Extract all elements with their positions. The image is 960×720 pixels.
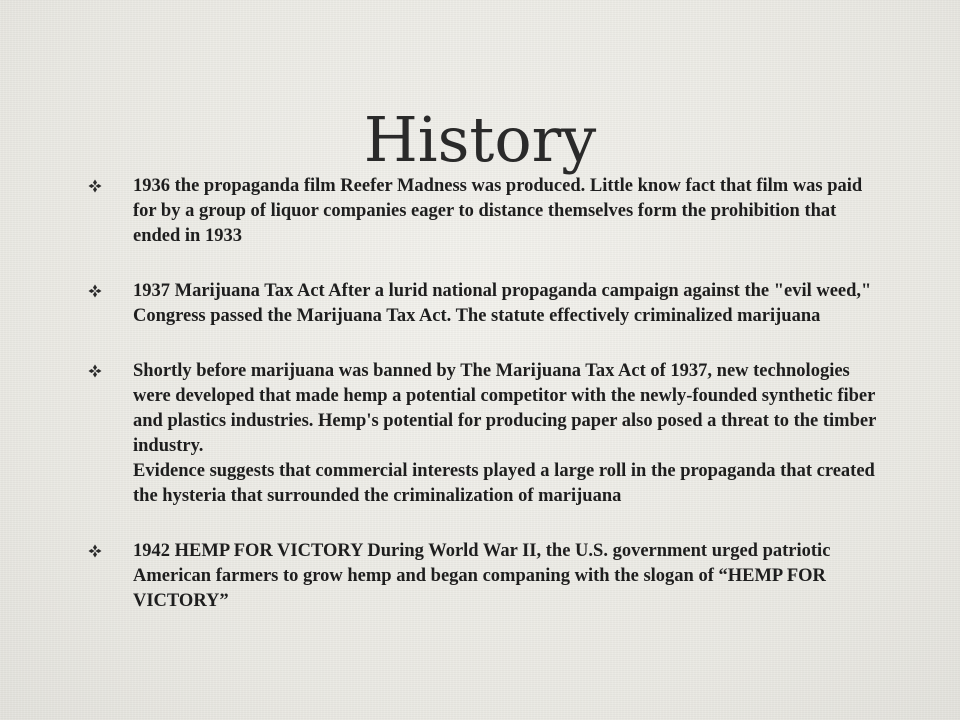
four-diamond-bullet-icon	[88, 284, 102, 298]
bullet-text: Shortly before marijuana was banned by The Marijuana Tax Act of 1937, new technologies were developed that made hemp a potential competitor with the newly-founded synthetic fiber and plastics industries. Hemp's potential for producing paper also posed a threat to the timber industry.	[133, 361, 876, 456]
bullet-item	[88, 359, 888, 509]
four-diamond-bullet-icon	[88, 179, 102, 193]
bullet-item	[88, 279, 888, 329]
bullet-list	[88, 174, 888, 644]
bullet-text: 1937 Marijuana Tax Act After a lurid national propaganda campaign against the "evil weed," Congress passed the Marijuana Tax Act. The statute effectively criminalized marijuana	[133, 281, 872, 326]
slide-title: History	[363, 102, 597, 176]
bullet-item	[88, 174, 888, 249]
four-diamond-bullet-icon	[88, 544, 102, 558]
bullet-text: 1942 HEMP FOR VICTORY During World War II, the U.S. government urged patriotic American farmers to grow hemp and began companing with the slogan of “HEMP FOR VICTORY”	[133, 541, 831, 611]
bullet-text: 1936 the propaganda film Reefer Madness was produced. Little know fact that film was paid for by a group of liquor companies eager to distance themselves form the prohibition that ended in 1933	[133, 176, 863, 246]
bullet-item	[88, 539, 888, 614]
four-diamond-bullet-icon	[88, 364, 102, 378]
bullet-text: Evidence suggests that commercial interests played a large roll in the propaganda that created the hysteria that surrounded the criminalization of marijuana	[133, 461, 875, 506]
